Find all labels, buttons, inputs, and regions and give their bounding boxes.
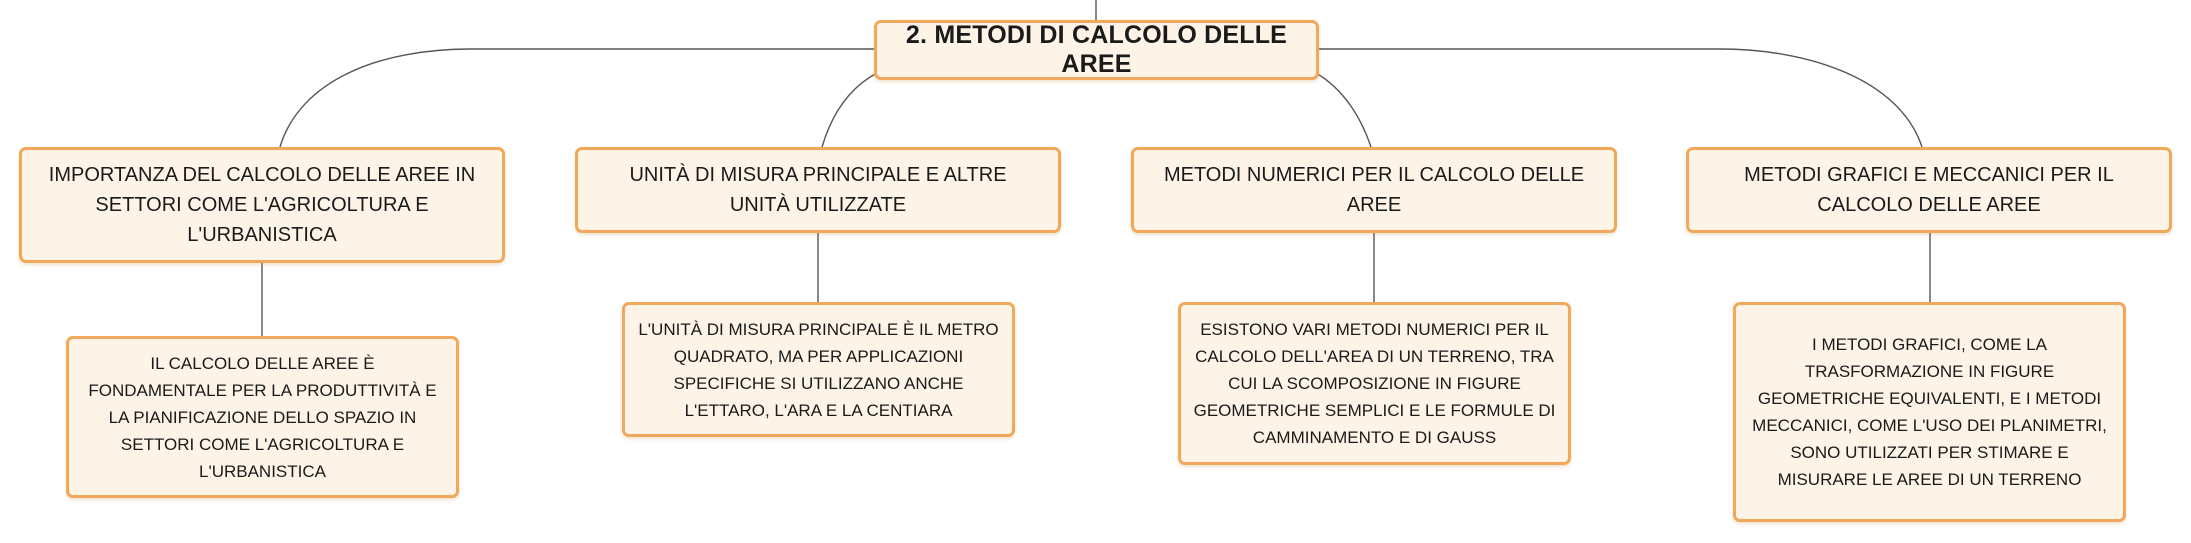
connector-root-topic-3 bbox=[1316, 73, 1371, 147]
topic-metodi-numerici[interactable] bbox=[1131, 147, 1617, 233]
topic-unita-di-misura[interactable] bbox=[575, 147, 1061, 233]
detail-text: IL CALCOLO DELLE AREE È FONDAMENTALE PER LA PRODUTTIVITÀ E LA PIANIFICAZIONE DELLO SPAZIO IN SETTORI COME L'AGRICOLTURA E L'URBANISTICA bbox=[88, 353, 437, 481]
detail-text: L'UNITÀ DI MISURA PRINCIPALE È IL METRO QUADRATO, MA PER APPLICAZIONI SPECIFICHE SI UTILIZZANO ANCHE L'ETTARO, L'ARA E LA CENTIARA bbox=[638, 319, 999, 420]
topic-label: IMPORTANZA DEL CALCOLO DELLE AREE IN SETTORI COME L'AGRICOLTURA E L'URBANISTICA bbox=[48, 164, 476, 246]
topic-label: METODI NUMERICI PER IL CALCOLO DELLE AREE bbox=[1163, 164, 1585, 216]
detail-metodi-numerici[interactable] bbox=[1178, 302, 1571, 465]
topic-label: METODI GRAFICI E MECCANICI PER IL CALCOLO DELLE AREE bbox=[1744, 164, 2114, 216]
detail-importanza[interactable] bbox=[66, 336, 459, 498]
connector-root-topic-2 bbox=[822, 73, 877, 147]
detail-text: I METODI GRAFICI, COME LA TRASFORMAZIONE IN FIGURE GEOMETRICHE EQUIVALENTI, E I METODI MECCANICI, COME L'USO DEI PLANIMETRI, SONO UTILIZZATI PER STIMARE E MISURARE LE AREE DI UN TERRENO bbox=[1752, 335, 2107, 489]
topic-metodi-grafici[interactable] bbox=[1686, 147, 2172, 233]
topic-label: UNITÀ DI MISURA PRINCIPALE E ALTRE UNITÀ UTILIZZATE bbox=[629, 164, 1007, 216]
connector-root-topic-4 bbox=[1319, 49, 1922, 147]
detail-unita-di-misura[interactable] bbox=[622, 302, 1015, 437]
detail-metodi-grafici[interactable] bbox=[1733, 302, 2126, 522]
topic-importanza[interactable] bbox=[19, 147, 505, 263]
connector-root-topic-1 bbox=[280, 49, 874, 147]
detail-text: ESISTONO VARI METODI NUMERICI PER IL CALCOLO DELL'AREA DI UN TERRENO, TRA CUI LA SCOMPOSIZIONE IN FIGURE GEOMETRICHE SEMPLICI E LE FORMULE DI CAMMINAMENTO E DI GAUSS bbox=[1193, 320, 1556, 447]
root-topic[interactable] bbox=[874, 20, 1319, 80]
root-topic-label: 2. METODI DI CALCOLO DELLE AREE bbox=[905, 21, 1288, 78]
